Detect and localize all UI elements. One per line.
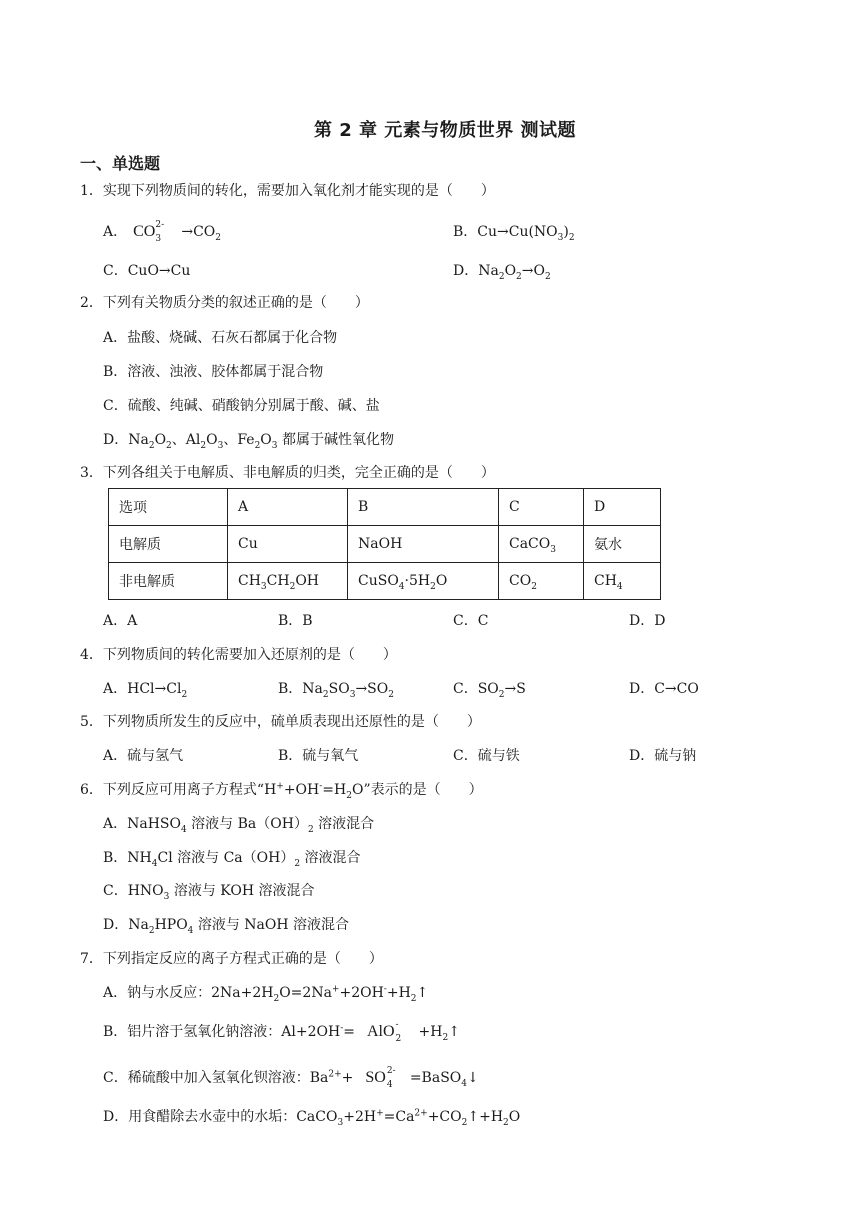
question-2-option-b: B．溶液、浊液、胶体都属于混合物 xyxy=(103,364,324,380)
question-4-stem: 4．下列物质间的转化需要加入还原剂的是（ ） xyxy=(80,647,397,663)
question-6-option-b: B．$NH_4Cl$ 溶液与 $Ca(OH)_2$ 溶液混合 xyxy=(103,850,361,869)
question-4-option-a: A．$HCl\to Cl_2$ xyxy=(103,681,188,700)
question-2-option-d: D．$Na_2O_2$、$Al_2O_3$、$Fe_2O_3$ 都属于碱性氧化物 xyxy=(103,432,394,451)
question-1-option-b: B．$Cu\to Cu(NO_3)_2$ xyxy=(453,224,575,243)
table-cell: CaCO$_3$ xyxy=(499,526,584,563)
section-heading: 一、单选题 xyxy=(80,154,161,173)
table-cell: B xyxy=(348,489,499,526)
table-cell: 选项 xyxy=(109,489,228,526)
table-cell: 电解质 xyxy=(109,526,228,563)
table-cell: $CH_4$ xyxy=(584,563,661,600)
table-cell: 氨水 xyxy=(584,526,661,563)
question-6-option-c: C．$HNO_3$ 溶液与 KOH 溶液混合 xyxy=(103,883,315,902)
question-5-option-a: A．硫与氢气 xyxy=(103,748,184,764)
question-5-option-b: B．硫与氧气 xyxy=(278,748,359,764)
question-6-option-d: D．$Na_2HPO_4$ 溶液与 NaOH 溶液混合 xyxy=(103,917,350,936)
question-7-stem: 7．下列指定反应的离子方程式正确的是（ ） xyxy=(80,951,383,967)
table-cell: Cu xyxy=(228,526,348,563)
question-4-option-d: D．C→CO xyxy=(629,681,699,697)
question-2-stem: 2．下列有关物质分类的叙述正确的是（ ） xyxy=(80,295,369,311)
question-5-stem: 5．下列物质所发生的反应中，硫单质表现出还原性的是（ ） xyxy=(80,714,481,730)
table-cell: 非电解质 xyxy=(109,563,228,600)
question-5-option-c: C．硫与铁 xyxy=(453,748,520,764)
question-6-stem: 6．下列反应可用离子方程式“$H^++OH^-=H_2O$”表示的是（ ） xyxy=(80,781,483,801)
question-3-option-a: A．A xyxy=(103,613,138,629)
table-cell: NaOH xyxy=(348,526,499,563)
page-title: 第 2 章 元素与物质世界 测试题 xyxy=(313,120,577,141)
table-cell: A xyxy=(228,489,348,526)
question-7-option-d: D．用食醋除去水壶中的水垢：$CaCO_3+2H^+=Ca^{2+}+CO_2↑+H_2O$ xyxy=(103,1108,521,1128)
question-5-option-d: D．硫与钠 xyxy=(629,748,697,764)
question-3-option-b: B．B xyxy=(278,613,313,629)
table-header-row xyxy=(109,489,661,526)
question-3-stem: 3．下列各组关于电解质、非电解质的归类，完全正确的是（ ） xyxy=(80,465,495,481)
table-cell: D xyxy=(584,489,661,526)
question-7-option-c: C．稀硫酸中加入氢氧化钡溶液：$Ba^{2+}+$ SO 2- 4 =BaSO$_4$↓ xyxy=(103,1066,479,1090)
question-2-option-c: C．硫酸、纯碱、硝酸钠分别属于酸、碱、盐 xyxy=(103,398,380,414)
question-7-option-b: B．铝片溶于氢氧化钠溶液：Al+2OH-= AlO - 2 $+H_2↑$ xyxy=(103,1020,460,1044)
table-row xyxy=(109,563,661,600)
question-1-stem: 1．实现下列物质间的转化，需要加入氧化剂才能实现的是（ ） xyxy=(80,183,495,199)
classification-table xyxy=(108,488,661,600)
question-1-option-c: C．CuO→Cu xyxy=(103,263,191,279)
table-cell: $CH_3CH_2OH$ xyxy=(228,563,348,600)
table-row xyxy=(109,526,661,563)
table-cell: $CO_2$ xyxy=(499,563,584,600)
question-1-option-a: A． CO 2- 3 $\to CO_2$ xyxy=(103,220,222,244)
table-cell: C xyxy=(499,489,584,526)
question-3-option-d: D．D xyxy=(629,613,666,629)
question-4-option-b: B．$Na_2SO_3\to SO_2$ xyxy=(278,681,394,700)
question-4-option-c: C．$SO_2\to S$ xyxy=(453,681,526,700)
table-cell: $CuSO_4\cdot 5H_2O$ xyxy=(348,563,499,600)
question-6-option-a: A．NaHSO$_4$ 溶液与 $Ba(OH)_2$ 溶液混合 xyxy=(103,816,375,835)
question-7-option-a: A．钠与水反应：$2Na+2H_2O=2Na^++2OH^-+H_2↑$ xyxy=(103,984,429,1004)
question-3-option-c: C．C xyxy=(453,613,489,629)
question-2-option-a: A．盐酸、烧碱、石灰石都属于化合物 xyxy=(103,330,338,346)
question-1-option-d: D．$Na_2O_2\to O_2$ xyxy=(453,263,551,282)
